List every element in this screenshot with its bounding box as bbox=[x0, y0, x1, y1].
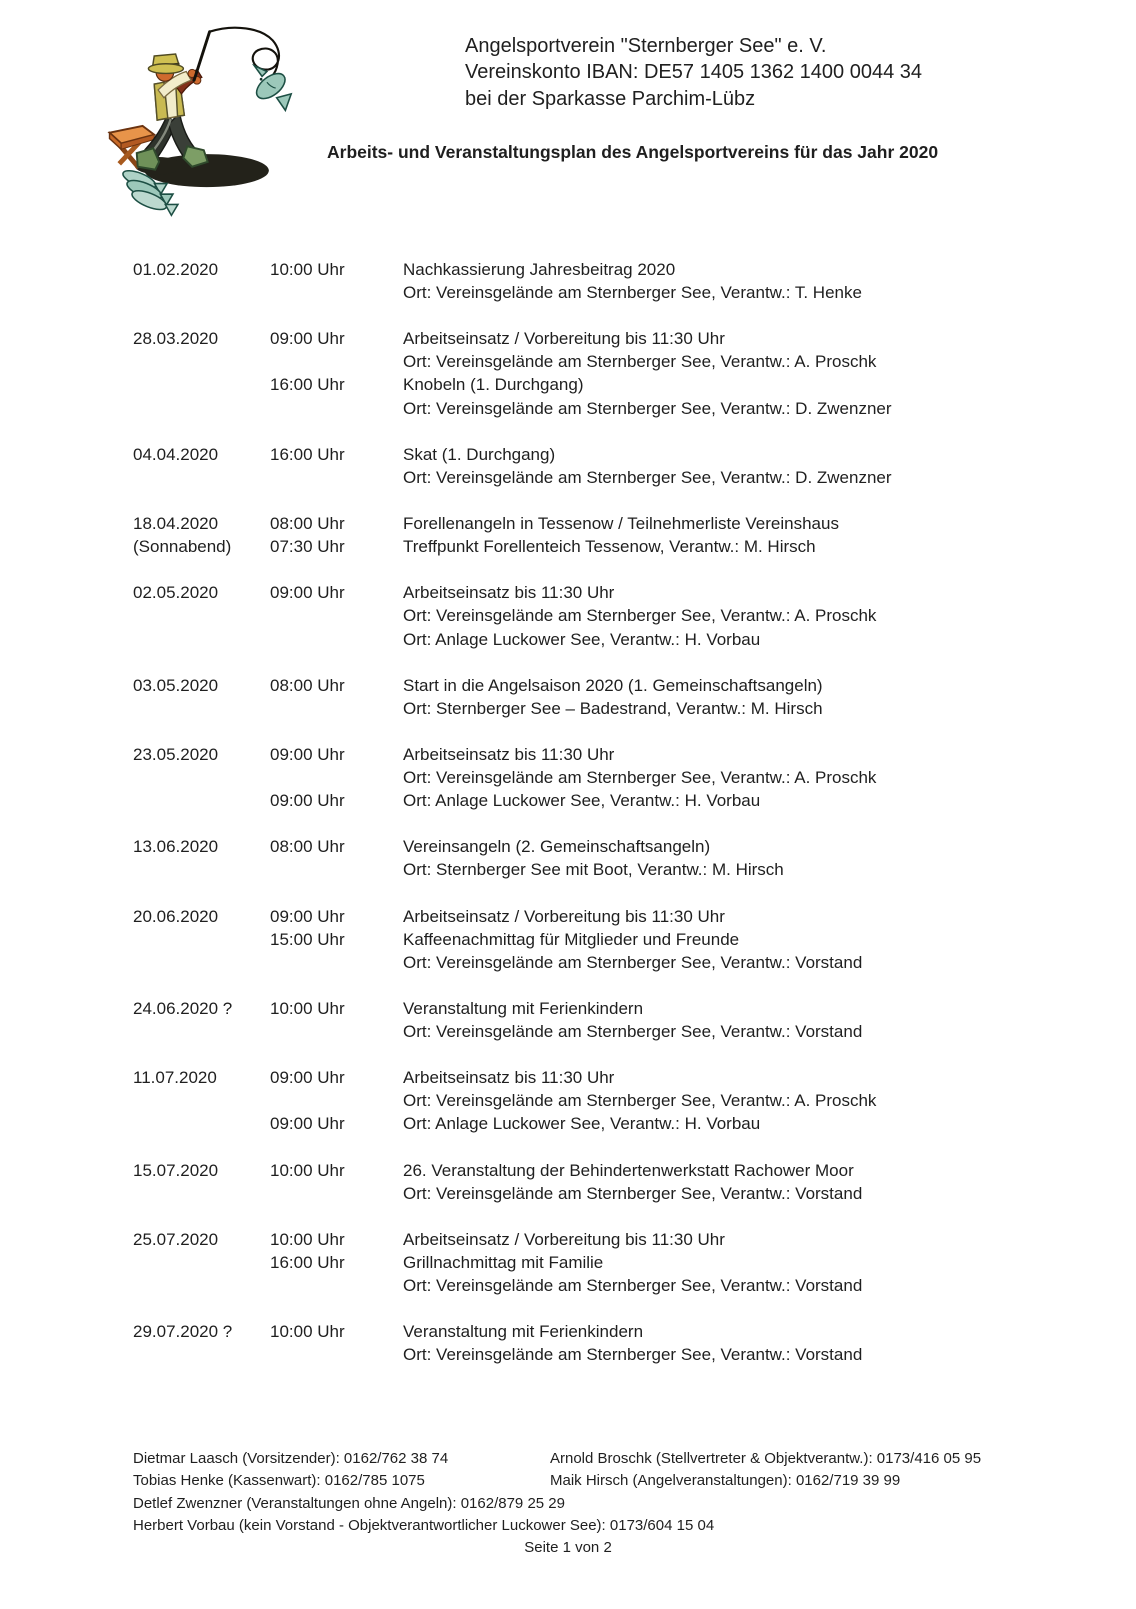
event-date: 18.04.2020 bbox=[133, 514, 219, 534]
event-text: Kaffeenachmittag für Mitglieder und Freunde bbox=[403, 929, 740, 949]
event-block bbox=[133, 1320, 1096, 1366]
contact-row bbox=[133, 1448, 1003, 1470]
event-text: Arbeitseinsatz / Vorbereitung bis 11:30 Uhr bbox=[403, 1229, 725, 1249]
event-row bbox=[133, 628, 1096, 651]
event-date: (Sonnabend) bbox=[133, 537, 232, 557]
event-block bbox=[133, 674, 1096, 720]
event-text: Veranstaltung mit Ferienkindern bbox=[403, 1322, 644, 1342]
contact-left: Tobias Henke (Kassenwart): 0162/785 1075 bbox=[133, 1472, 425, 1490]
event-date bbox=[133, 373, 270, 396]
event-row bbox=[133, 535, 1096, 558]
event-time: 10:00 Uhr bbox=[270, 260, 345, 279]
event-text: Start in die Angelsaison 2020 (1. Gemeinschaftsangeln) bbox=[403, 675, 823, 695]
event-row bbox=[133, 350, 1096, 373]
event-row bbox=[133, 512, 1096, 535]
event-date: 02.05.2020 bbox=[133, 583, 219, 603]
contact-line: Herbert Vorbau (kein Vorstand - Objektverantwortlicher Luckower See): 0173/604 15 04 bbox=[133, 1516, 715, 1534]
event-row bbox=[133, 1020, 1096, 1043]
event-time: 09:00 Uhr bbox=[270, 1114, 345, 1134]
event-date: 25.07.2020 bbox=[133, 1229, 219, 1249]
event-text: Arbeitseinsatz / Vorbereitung bis 11:30 Uhr bbox=[403, 329, 725, 349]
org-bank: bei der Sparkasse Parchim-Lübz bbox=[465, 87, 756, 110]
event-time bbox=[270, 1020, 403, 1043]
event-date bbox=[133, 281, 270, 304]
event-row bbox=[133, 1228, 1096, 1251]
event-date: 28.03.2020 bbox=[133, 329, 219, 349]
contact-row bbox=[133, 1470, 1003, 1492]
event-time: 09:00 Uhr bbox=[270, 906, 345, 926]
event-time bbox=[270, 604, 403, 627]
event-text: Ort: Vereinsgelände am Sternberger See, Verantw.: D. Zwenzner bbox=[403, 467, 892, 487]
event-block bbox=[133, 905, 1096, 974]
event-text: Ort: Vereinsgelände am Sternberger See, Verantw.: A. Proschk bbox=[403, 768, 877, 788]
event-row bbox=[133, 1274, 1096, 1297]
fisherman-logo-icon bbox=[94, 24, 298, 222]
event-date bbox=[133, 1089, 270, 1112]
contact-line: Detlef Zwenzner (Veranstaltungen ohne Angeln): 0162/879 25 29 bbox=[133, 1494, 565, 1512]
event-text: Nachkassierung Jahresbeitrag 2020 bbox=[403, 260, 676, 279]
event-text: Ort: Anlage Luckower See, Verantw.: H. Vorbau bbox=[403, 1114, 761, 1134]
event-row bbox=[133, 674, 1096, 697]
event-row bbox=[133, 835, 1096, 858]
event-text: Ort: Vereinsgelände am Sternberger See, Verantw.: A. Proschk bbox=[403, 352, 877, 372]
event-date bbox=[133, 466, 270, 489]
event-text: Ort: Anlage Luckower See, Verantw.: H. Vorbau bbox=[403, 791, 761, 811]
event-text: Arbeitseinsatz / Vorbereitung bis 11:30 Uhr bbox=[403, 906, 725, 926]
event-text: Skat (1. Durchgang) bbox=[403, 444, 556, 464]
event-date bbox=[133, 1182, 270, 1205]
event-text: Ort: Anlage Luckower See, Verantw.: H. Vorbau bbox=[403, 629, 761, 649]
event-text: Ort: Vereinsgelände am Sternberger See, Verantw.: Vorstand bbox=[403, 952, 863, 972]
event-time bbox=[270, 1274, 403, 1297]
event-row bbox=[133, 1320, 1096, 1343]
event-time bbox=[270, 350, 403, 373]
event-row bbox=[133, 443, 1096, 466]
fishing-rod bbox=[194, 32, 210, 81]
event-text: Knobeln (1. Durchgang) bbox=[403, 375, 584, 395]
event-block bbox=[133, 1066, 1096, 1135]
event-block bbox=[133, 743, 1096, 812]
event-row bbox=[133, 1066, 1096, 1089]
event-date: 15.07.2020 bbox=[133, 1160, 219, 1180]
event-block bbox=[133, 1159, 1096, 1205]
footer-two-col bbox=[133, 1448, 1003, 1493]
event-time: 16:00 Uhr bbox=[270, 1253, 345, 1273]
event-row bbox=[133, 951, 1096, 974]
event-row bbox=[133, 1251, 1096, 1274]
footer bbox=[133, 1448, 1003, 1559]
event-row bbox=[133, 581, 1096, 604]
fishing-line bbox=[210, 28, 279, 76]
event-text: Ort: Vereinsgelände am Sternberger See, Verantw.: Vorstand bbox=[403, 1345, 863, 1365]
event-block bbox=[133, 581, 1096, 650]
event-date bbox=[133, 789, 270, 812]
event-time: 08:00 Uhr bbox=[270, 675, 345, 695]
event-date bbox=[133, 397, 270, 420]
event-row bbox=[133, 905, 1096, 928]
event-text: Ort: Vereinsgelände am Sternberger See, Verantw.: Vorstand bbox=[403, 1183, 863, 1203]
event-time bbox=[270, 1089, 403, 1112]
event-date bbox=[133, 951, 270, 974]
event-date: 29.07.2020 ? bbox=[133, 1322, 233, 1342]
event-row bbox=[133, 281, 1096, 304]
event-text: Arbeitseinsatz bis 11:30 Uhr bbox=[403, 1068, 615, 1088]
event-row bbox=[133, 743, 1096, 766]
event-date bbox=[133, 1274, 270, 1297]
event-block bbox=[133, 835, 1096, 881]
event-time: 16:00 Uhr bbox=[270, 444, 345, 464]
event-time: 09:00 Uhr bbox=[270, 744, 345, 764]
event-block bbox=[133, 1228, 1096, 1297]
footer-full bbox=[133, 1493, 1003, 1538]
event-text: Veranstaltung mit Ferienkindern bbox=[403, 999, 644, 1018]
event-time bbox=[270, 628, 403, 651]
event-time: 08:00 Uhr bbox=[270, 837, 345, 857]
event-date bbox=[133, 858, 270, 881]
event-text: Ort: Vereinsgelände am Sternberger See, Verantw.: D. Zwenzner bbox=[403, 398, 892, 418]
org-header bbox=[465, 33, 922, 112]
event-time: 09:00 Uhr bbox=[270, 791, 345, 811]
event-text: Ort: Vereinsgelände am Sternberger See, Verantw.: A. Proschk bbox=[403, 1091, 877, 1111]
event-date bbox=[133, 766, 270, 789]
event-time: 08:00 Uhr bbox=[270, 514, 345, 534]
event-text: Arbeitseinsatz bis 11:30 Uhr bbox=[403, 583, 615, 603]
org-iban: Vereinskonto IBAN: DE57 1405 1362 1400 0044 34 bbox=[465, 61, 923, 84]
event-time: 16:00 Uhr bbox=[270, 375, 345, 395]
org-name: Angelsportverein "Sternberger See" e. V. bbox=[465, 35, 827, 57]
event-row bbox=[133, 604, 1096, 627]
event-block bbox=[133, 443, 1096, 489]
event-row bbox=[133, 466, 1096, 489]
event-row bbox=[133, 858, 1096, 881]
event-date bbox=[133, 1343, 270, 1366]
event-date bbox=[133, 604, 270, 627]
event-date: 01.02.2020 bbox=[133, 260, 219, 279]
event-date bbox=[133, 628, 270, 651]
event-row bbox=[133, 697, 1096, 720]
event-date bbox=[133, 1112, 270, 1135]
event-text: Ort: Sternberger See mit Boot, Verantw.: M. Hirsch bbox=[403, 860, 784, 880]
event-time bbox=[270, 1182, 403, 1205]
event-date: 04.04.2020 bbox=[133, 444, 219, 464]
event-date bbox=[133, 1020, 270, 1043]
event-text: Ort: Sternberger See – Badestrand, Verantw.: M. Hirsch bbox=[403, 698, 823, 718]
event-time bbox=[270, 951, 403, 974]
event-row bbox=[133, 997, 1096, 1020]
event-row bbox=[133, 397, 1096, 420]
event-time bbox=[270, 858, 403, 881]
event-row bbox=[133, 258, 1096, 281]
page-indicator: Seite 1 von 2 bbox=[524, 1539, 612, 1557]
event-row bbox=[133, 1343, 1096, 1366]
event-row bbox=[133, 789, 1096, 812]
event-date bbox=[133, 350, 270, 373]
event-date: 13.06.2020 bbox=[133, 837, 219, 857]
event-text: Ort: Vereinsgelände am Sternberger See, Verantw.: A. Proschk bbox=[403, 606, 877, 626]
event-row bbox=[133, 1159, 1096, 1182]
event-time: 07:30 Uhr bbox=[270, 537, 345, 557]
event-text: Forellenangeln in Tessenow / Teilnehmerliste Vereinshaus bbox=[403, 514, 839, 534]
event-time: 10:00 Uhr bbox=[270, 999, 345, 1018]
event-date: 11.07.2020 bbox=[133, 1068, 217, 1088]
event-text: Grillnachmittag mit Familie bbox=[403, 1253, 604, 1273]
event-text: Ort: Vereinsgelände am Sternberger See, Verantw.: Vorstand bbox=[403, 1276, 863, 1296]
contact-left: Dietmar Laasch (Vorsitzender): 0162/762 38 74 bbox=[133, 1450, 449, 1467]
event-time bbox=[270, 281, 403, 304]
event-time bbox=[270, 697, 403, 720]
event-row bbox=[133, 928, 1096, 951]
event-date: 03.05.2020 bbox=[133, 675, 219, 695]
event-block bbox=[133, 997, 1096, 1043]
event-time bbox=[270, 466, 403, 489]
event-row bbox=[133, 1182, 1096, 1205]
event-text: Vereinsangeln (2. Gemeinschaftsangeln) bbox=[403, 837, 711, 857]
event-time: 09:00 Uhr bbox=[270, 329, 345, 349]
event-text: Ort: Vereinsgelände am Sternberger See, Verantw.: T. Henke bbox=[403, 283, 862, 303]
event-block bbox=[133, 258, 1096, 304]
event-time: 15:00 Uhr bbox=[270, 929, 345, 949]
event-row bbox=[133, 373, 1096, 396]
event-date: 24.06.2020 ? bbox=[133, 999, 233, 1018]
contact-right: Maik Hirsch (Angelveranstaltungen): 0162/719 39 99 bbox=[550, 1472, 901, 1490]
event-text: 26. Veranstaltung der Behindertenwerkstatt Rachower Moor bbox=[403, 1160, 854, 1180]
event-time bbox=[270, 397, 403, 420]
event-date bbox=[133, 1251, 270, 1274]
event-time: 09:00 Uhr bbox=[270, 1068, 345, 1088]
event-date: 20.06.2020 bbox=[133, 906, 219, 926]
event-time: 09:00 Uhr bbox=[270, 583, 345, 603]
event-date bbox=[133, 928, 270, 951]
event-text: Ort: Vereinsgelände am Sternberger See, Verantw.: Vorstand bbox=[403, 1022, 863, 1042]
event-text: Arbeitseinsatz bis 11:30 Uhr bbox=[403, 744, 615, 764]
event-text: Treffpunkt Forellenteich Tessenow, Verantw.: M. Hirsch bbox=[403, 537, 816, 557]
event-date: 23.05.2020 bbox=[133, 744, 219, 764]
event-block bbox=[133, 512, 1096, 558]
event-row bbox=[133, 327, 1096, 350]
event-row bbox=[133, 1112, 1096, 1135]
event-row bbox=[133, 766, 1096, 789]
event-time: 10:00 Uhr bbox=[270, 1229, 345, 1249]
event-date bbox=[133, 697, 270, 720]
event-block bbox=[133, 327, 1096, 419]
contact-right: Arnold Broschk (Stellvertreter & Objektverantw.): 0173/416 05 95 bbox=[550, 1450, 982, 1467]
schedule bbox=[133, 258, 1096, 1390]
event-time bbox=[270, 766, 403, 789]
event-time: 10:00 Uhr bbox=[270, 1160, 345, 1180]
document-title: Arbeits- und Veranstaltungsplan des Angelsportvereins für das Jahr 2020 bbox=[327, 142, 939, 162]
hooked-fish bbox=[252, 66, 291, 111]
event-row bbox=[133, 1089, 1096, 1112]
event-time: 10:00 Uhr bbox=[270, 1322, 345, 1342]
event-time bbox=[270, 1343, 403, 1366]
